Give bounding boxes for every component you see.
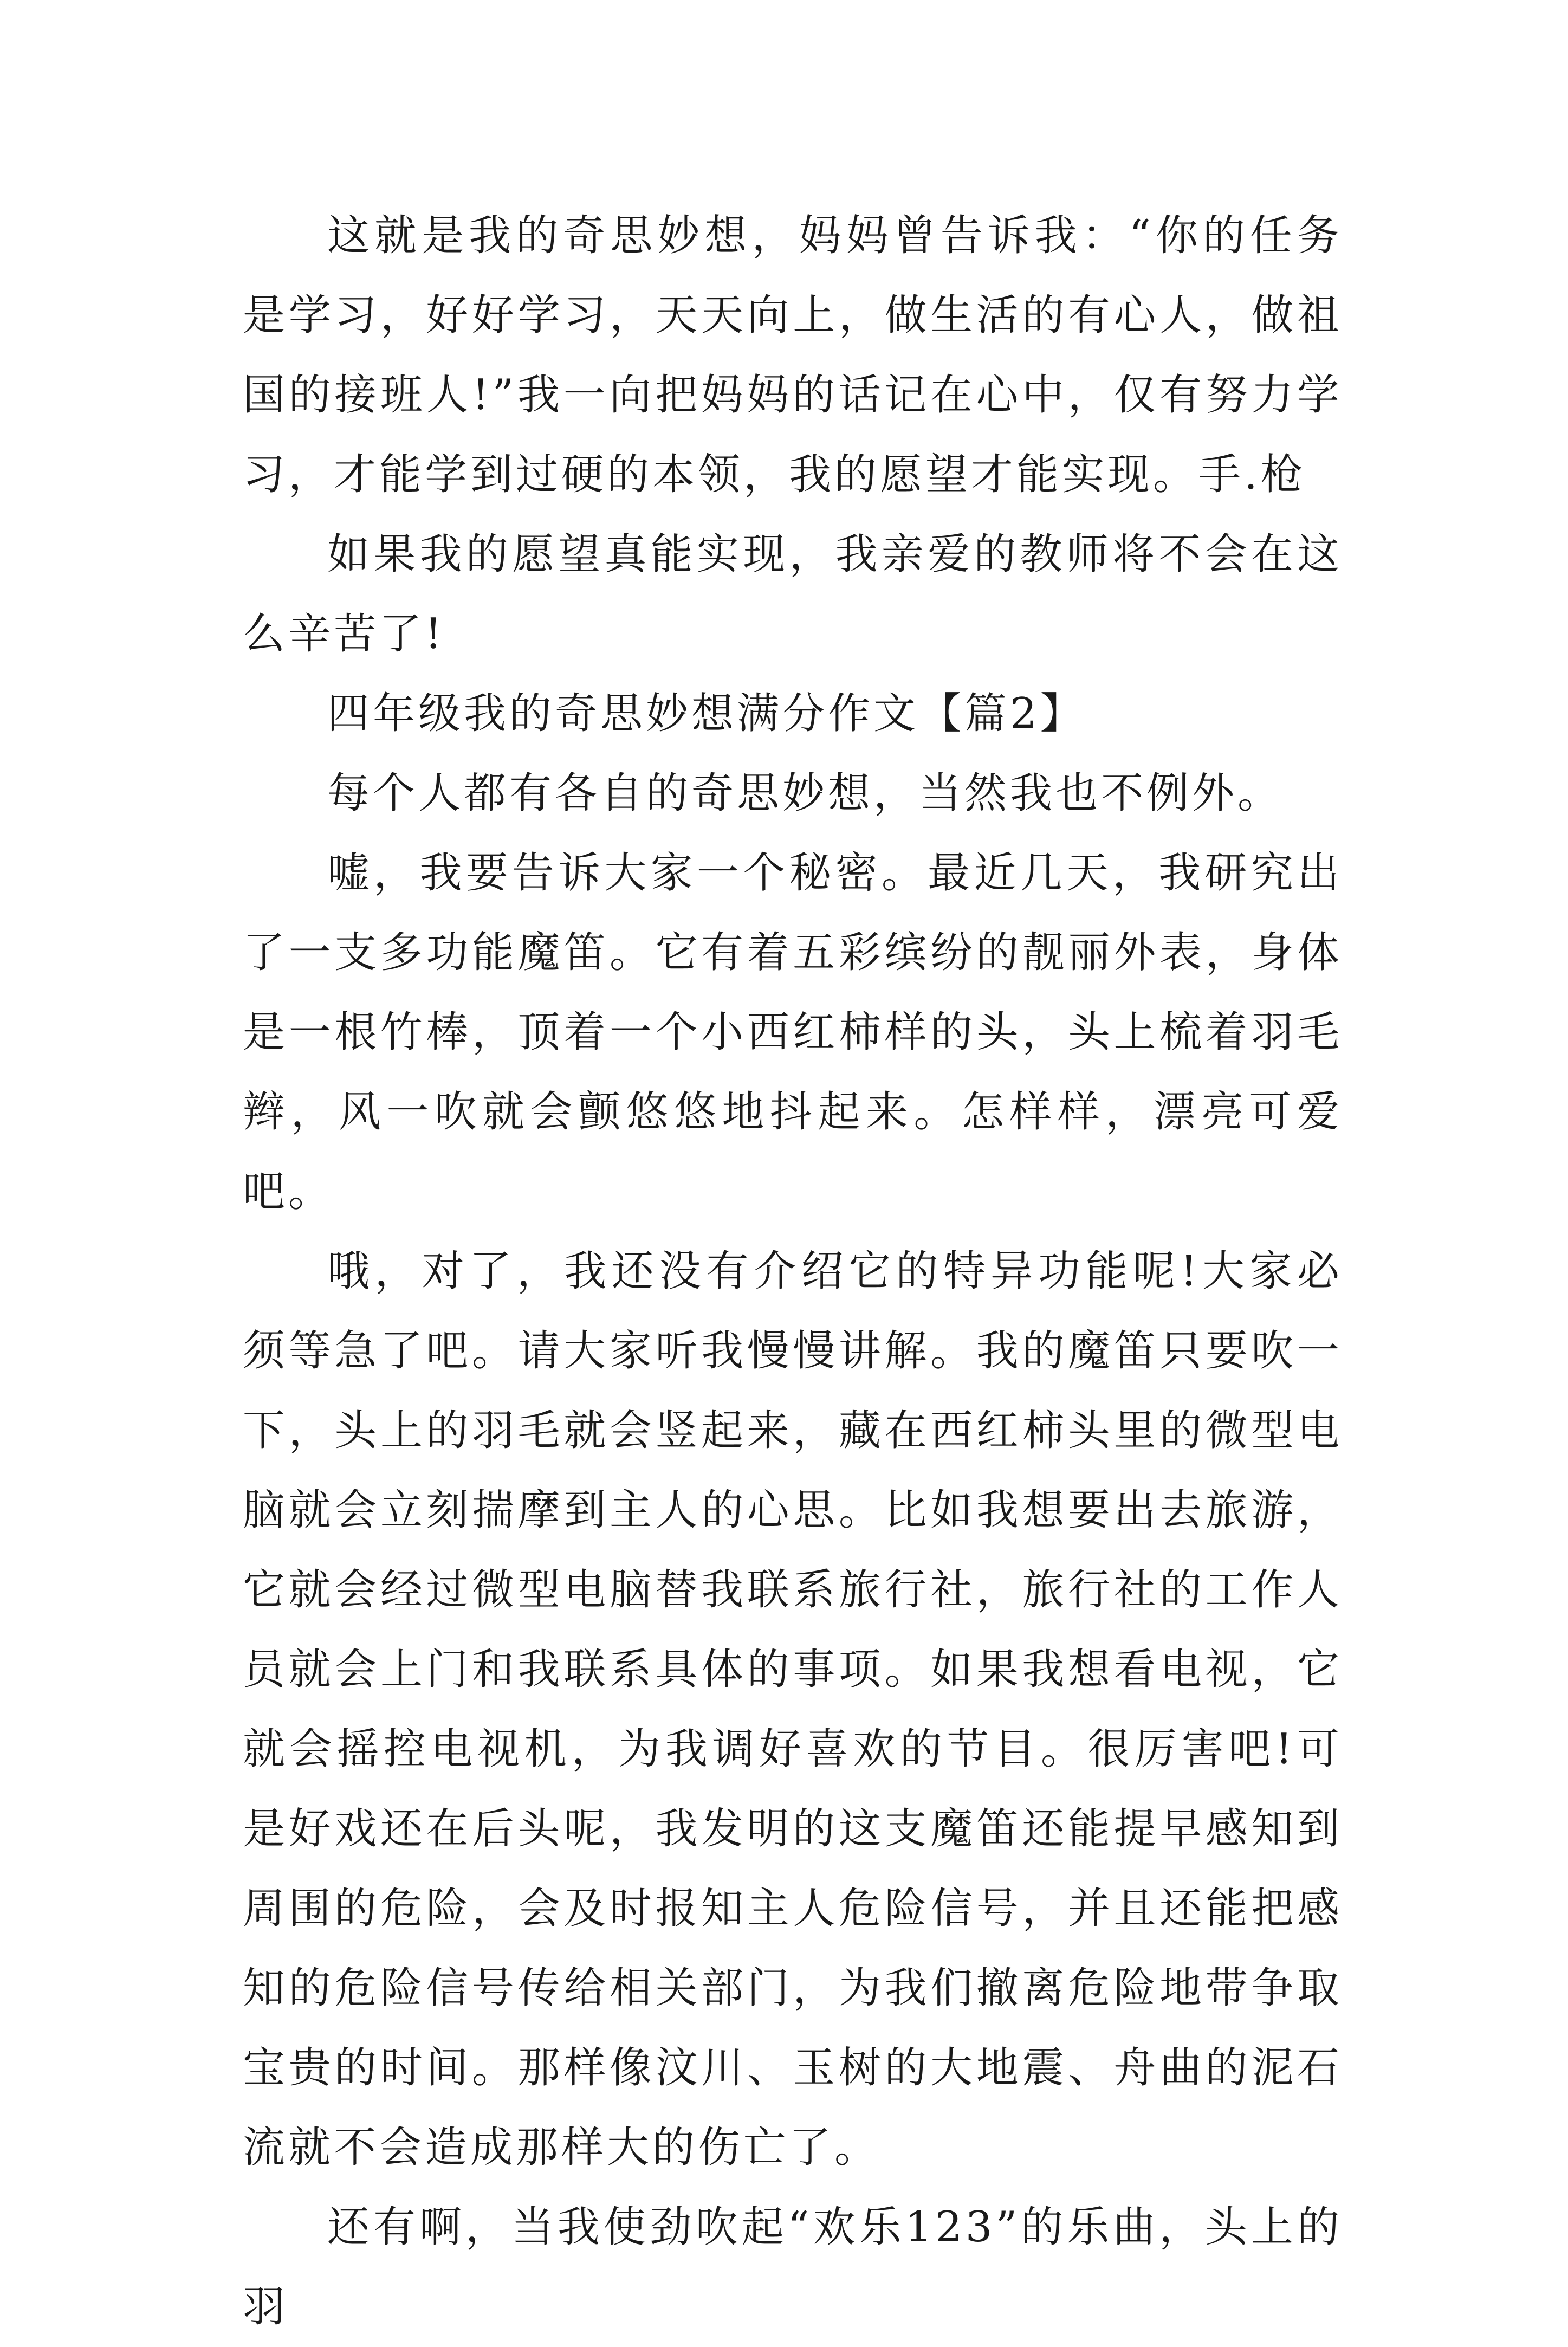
paragraph-1: 这就是我的奇思妙想，妈妈曾告诉我：“你的任务是学习，好好学习，天天向上，做生活的有心人，做祖国的接班人!”我一向把妈妈的话记在心中，仅有努力学习，才能学到过硬的本领，我的愿望才能实现。手.枪	[243, 211, 1343, 499]
paragraph-6: 还有啊，当我使劲吹起“欢乐123”的乐曲，头上的羽	[243, 2203, 1343, 2331]
paragraph-4: 嘘，我要告诉大家一个秘密。最近几天，我研究出了一支多功能魔笛。它有着五彩缤纷的靓丽外表，身体是一根竹棒，顶着一个小西红柿样的头，头上梳着羽毛辫，风一吹就会颤悠悠地抖起来。怎样样，漂亮可爱吧。	[243, 849, 1343, 1216]
paragraph-5: 哦，对了，我还没有介绍它的特异功能呢!大家必须等急了吧。请大家听我慢慢讲解。我的魔笛只要吹一下，头上的羽毛就会竖起来，藏在西红柿头里的微型电脑就会立刻揣摩到主人的心思。比如我想要出去旅游，它就会经过微型电脑替我联系旅行社，旅行社的工作人员就会上门和我联系具体的事项。如果我想看电视，它就会摇控电视机，为我调好喜欢的节目。很厉害吧!可是好戏还在后头呢，我发明的这支魔笛还能提早感知到周围的危险，会及时报知主人危险信号，并且还能把感知的危险信号传给相关部门，为我们撤离危险地带争取宝贵的时间。那样像汶川、玉树的大地震、舟曲的泥石流就不会造成那样大的伤亡了。	[243, 1247, 1343, 2172]
paragraph-3: 每个人都有各自的奇思妙想，当然我也不例外。	[327, 769, 1284, 818]
document-body	[243, 196, 1343, 2347]
section-heading: 四年级我的奇思妙想满分作文【篇2】	[327, 689, 1086, 738]
paragraph-2: 如果我的愿望真能实现，我亲爱的教师将不会在这么辛苦了!	[243, 530, 1343, 658]
